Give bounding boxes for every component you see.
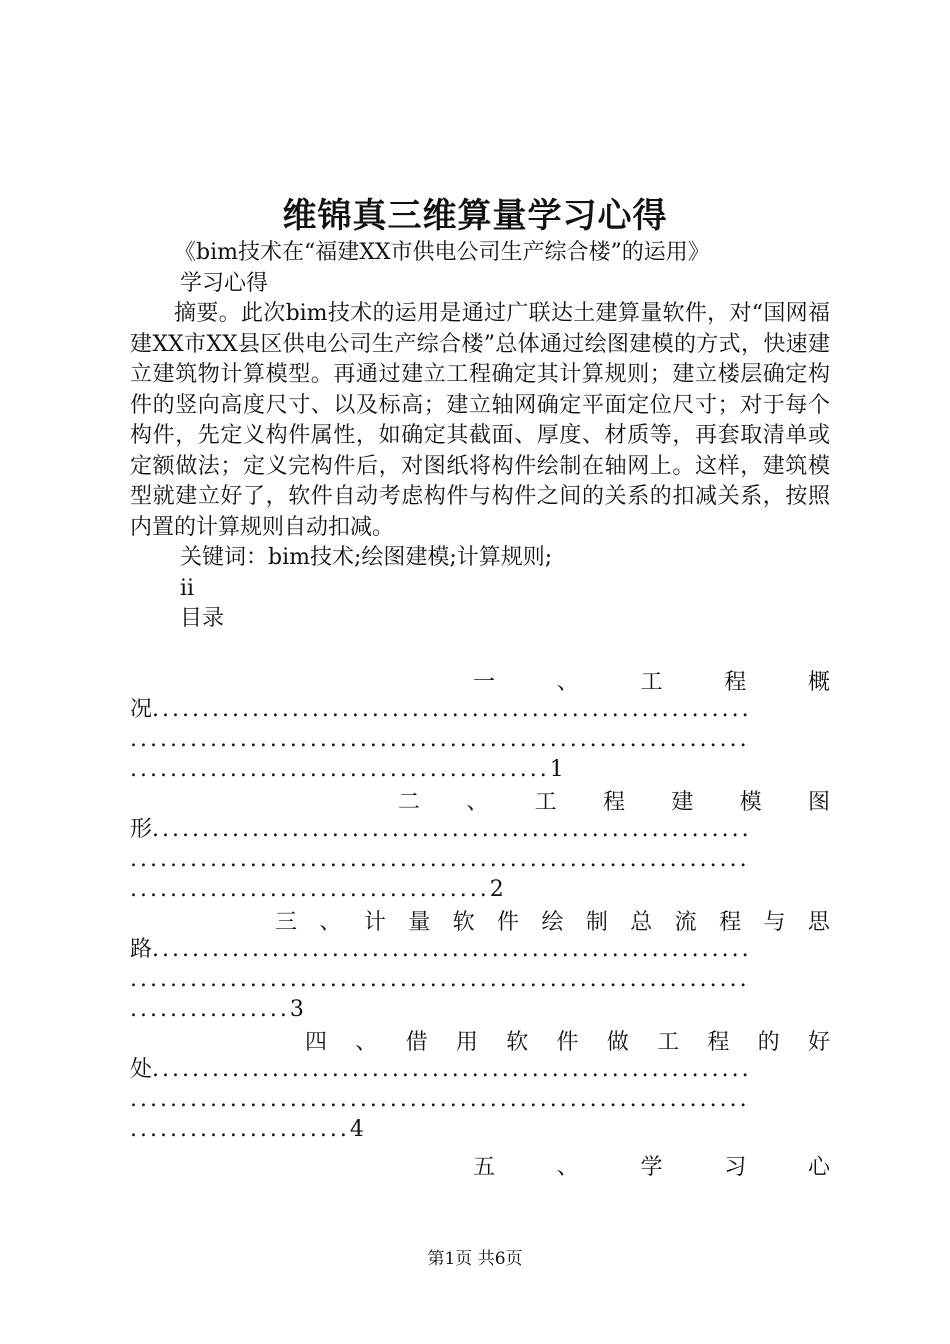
toc-entry[interactable] xyxy=(130,665,830,785)
toc-heading-char: 、 xyxy=(466,790,489,815)
toc-leader-line xyxy=(130,965,830,995)
toc-leader-line xyxy=(130,815,830,845)
toc-leader-dots: .......................................... xyxy=(130,757,550,782)
toc-leader-line xyxy=(130,725,830,755)
toc-heading-char: 形 xyxy=(130,817,153,842)
toc-heading-char: 、 xyxy=(556,670,579,695)
page-footer: 第1页 共6页 xyxy=(427,1249,523,1269)
toc-heading-char: 量 xyxy=(408,910,431,935)
toc-heading-char: 、 xyxy=(556,1155,579,1180)
toc-leader-dots: ............................................................ xyxy=(152,1057,752,1082)
toc-heading-char: 思 xyxy=(807,910,830,935)
toc-page-number: 2 xyxy=(489,877,504,902)
abstract-block xyxy=(130,299,830,635)
toc-heading-char: 软 xyxy=(506,1030,529,1055)
toc-heading-char: 与 xyxy=(763,910,786,935)
toc-leader-line xyxy=(130,845,830,875)
toc-heading-char: 程 xyxy=(724,670,747,695)
toc-leader-line xyxy=(130,1085,830,1115)
toc-page-number: 3 xyxy=(289,997,304,1022)
toc-entry-heading xyxy=(305,1025,830,1055)
toc-heading-char: 处 xyxy=(130,1057,153,1082)
subtitle-line-1: 《bim技术在“福建XX市供电公司生产综合楼”的运用》 xyxy=(174,240,710,265)
toc-leader-dots: .................................... xyxy=(130,877,490,902)
toc-heading-char: 借 xyxy=(405,1030,428,1055)
toc-heading-char: 、 xyxy=(355,1030,378,1055)
toc-leader-dots: ...................... xyxy=(130,1117,350,1142)
toc-heading-char: 五 xyxy=(473,1155,496,1180)
toc-entry[interactable] xyxy=(130,1025,830,1145)
toc-leader-dots: ................ xyxy=(130,997,290,1022)
toc-heading-char: 路 xyxy=(130,937,153,962)
toc-heading-char: 图 xyxy=(807,790,830,815)
toc-heading-char: 程 xyxy=(707,1030,730,1055)
toc-heading-char: 工 xyxy=(640,670,663,695)
toc-heading-char: 建 xyxy=(671,790,694,815)
toc-heading-char: 流 xyxy=(674,910,697,935)
toc-leader-line xyxy=(130,1055,830,1085)
toc-leader-line xyxy=(130,875,830,905)
toc-heading-char: 四 xyxy=(305,1030,328,1055)
toc-heading-char: 三 xyxy=(275,910,298,935)
toc-leader-dots: .............................................................. xyxy=(130,1087,750,1112)
toc-heading-char: 的 xyxy=(757,1030,780,1055)
toc-leader-dots: .............................................................. xyxy=(130,847,750,872)
subtitle-block xyxy=(130,238,830,299)
toc-leader-dots: .............................................................. xyxy=(130,967,750,992)
toc-heading-char: 模 xyxy=(739,790,762,815)
toc-leader-line xyxy=(130,995,830,1025)
toc-heading-char: 件 xyxy=(556,1030,579,1055)
toc-heading-char: 绘 xyxy=(541,910,564,935)
abstract-paragraph: 摘要。此次bim技术的运用是通过广联达土建算量软件，对“国网福建XX市XX县区供电公司生产综合楼”总体通过绘图建模的方式，快速建立建筑物计算模型。再通过建立工程确定其计算规则；建立楼层确定构件的竖向高度尺寸、以及标高；建立轴网确定平面定位尺寸；对于每个构件，先定义构件属性，如确定其截面、厚度、材质等，再套取清单或定额做法；定义完构件后，对图纸将构件绘制在轴网上。这样，建筑模型就建立好了，软件自动考虑构件与构件之间的关系的扣减关系，按照内置的计算规则自动扣减。 xyxy=(130,301,830,540)
toc-entry[interactable] xyxy=(130,905,830,1025)
toc-entry-heading xyxy=(473,1150,830,1180)
toc-entry[interactable] xyxy=(130,785,830,905)
toc-heading-char: 概 xyxy=(807,670,830,695)
toc-heading-char: 好 xyxy=(807,1030,830,1055)
toc-heading-char: 做 xyxy=(606,1030,629,1055)
toc-leader-line xyxy=(130,755,830,785)
toc-heading-char: 二 xyxy=(398,790,421,815)
toc-leader-dots: ............................................................ xyxy=(152,697,752,722)
toc-entry-heading xyxy=(398,785,830,815)
toc-heading-char: 程 xyxy=(719,910,742,935)
toc-heading-char: 用 xyxy=(455,1030,478,1055)
roman-numeral: ii xyxy=(180,575,195,601)
toc-heading-char: 程 xyxy=(602,790,625,815)
toc-heading-char: 工 xyxy=(657,1030,680,1055)
toc-page-number: 4 xyxy=(349,1117,364,1142)
toc-entry-heading xyxy=(473,665,830,695)
toc-heading-char: 一 xyxy=(473,670,496,695)
toc-leader-line xyxy=(130,695,830,725)
keywords-line: 关键词：bim技术;绘图建模;计算规则; xyxy=(180,545,553,570)
toc-heading: 目录 xyxy=(180,606,225,631)
toc-heading-char: 软 xyxy=(452,910,475,935)
toc-entry-heading xyxy=(275,905,830,935)
toc-page-number: 1 xyxy=(549,757,564,782)
toc-leader-dots: .............................................................. xyxy=(130,727,750,752)
subtitle-line-2: 学习心得 xyxy=(180,270,269,296)
toc-heading-char: 工 xyxy=(534,790,557,815)
toc-heading-char: 、 xyxy=(319,910,342,935)
toc-heading-char: 件 xyxy=(497,910,520,935)
toc-leader-line xyxy=(130,935,830,965)
toc-heading-char: 心 xyxy=(807,1155,830,1180)
toc-heading-char: 习 xyxy=(724,1155,747,1180)
toc-leader-line xyxy=(130,1115,830,1145)
toc-leader-dots: ............................................................ xyxy=(152,937,752,962)
document-title: 维锦真三维算量学习心得 xyxy=(282,196,668,236)
toc-heading-char: 况 xyxy=(130,697,153,722)
toc-heading-char: 计 xyxy=(363,910,386,935)
toc-heading-char: 学 xyxy=(640,1155,663,1180)
toc-heading-char: 制 xyxy=(585,910,608,935)
toc-leader-dots: ............................................................ xyxy=(152,817,752,842)
toc-heading-char: 总 xyxy=(630,910,653,935)
